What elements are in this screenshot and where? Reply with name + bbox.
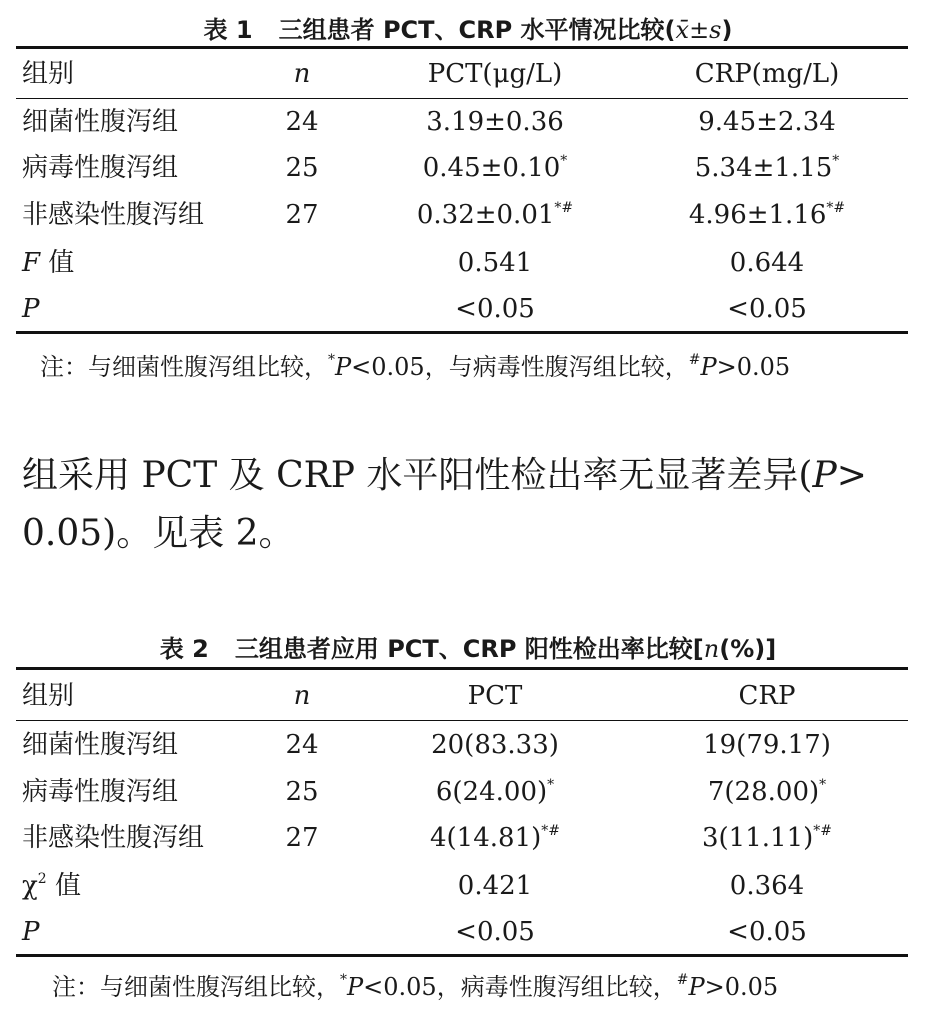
- table1-caption-number: 表 1: [203, 16, 253, 44]
- table1-row1-group: 细菌性腹泻组: [22, 107, 179, 137]
- table1-row3-group: 非感染性腹泻组: [22, 200, 205, 230]
- table1-caption-stat: x̄±s: [675, 16, 722, 44]
- table1-header-group: 组别: [22, 59, 75, 89]
- table2-caption-n: n: [703, 635, 720, 663]
- table1-caption-close: ): [721, 16, 733, 44]
- table1-bottom-rule: [16, 331, 908, 334]
- table1-caption-text: 三组患者 PCT、CRP 水平情况比较(: [278, 16, 676, 44]
- table2-note: 注：与细菌性腹泻组比较，*P<0.05，病毒性腹泻组比较，#P>0.05: [52, 972, 779, 1001]
- table1-row2-group: 病毒性腹泻组: [22, 153, 179, 183]
- table2-caption-number: 表 2: [159, 635, 209, 663]
- table2-header-group: 组别: [22, 681, 75, 711]
- table2-p-label: P: [22, 917, 40, 947]
- table1-header-rule: [16, 98, 908, 99]
- body-paragraph-line2: 0.05)。见表 2。: [22, 513, 295, 554]
- table2-chi-label: $\chi^2$ 值: [22, 871, 81, 901]
- table1-top-rule: [16, 46, 908, 49]
- table1-f-label: F 值: [22, 248, 75, 278]
- table2-bottom-rule: [16, 954, 908, 957]
- table2-header-rule: [16, 720, 908, 721]
- table1-p-label: P: [22, 294, 40, 324]
- table1-note: 注：与细菌性腹泻组比较，*P<0.05，与病毒性腹泻组比较，#P>0.05: [40, 352, 791, 381]
- table2-caption-close: (%)]: [719, 635, 777, 663]
- body-paragraph-line1: 组采用 PCT 及 CRP 水平阳性检出率无显著差异(P>: [22, 455, 867, 496]
- table2-caption-text: 三组患者应用 PCT、CRP 阳性检出率比较[: [234, 635, 704, 663]
- table2-row2-group: 病毒性腹泻组: [22, 777, 179, 807]
- table2-top-rule: [16, 667, 908, 670]
- table2-caption: [0, 629, 936, 664]
- table2-row1-group: 细菌性腹泻组: [22, 730, 179, 760]
- table1-caption: [0, 10, 936, 45]
- table2-row3-group: 非感染性腹泻组: [22, 823, 205, 853]
